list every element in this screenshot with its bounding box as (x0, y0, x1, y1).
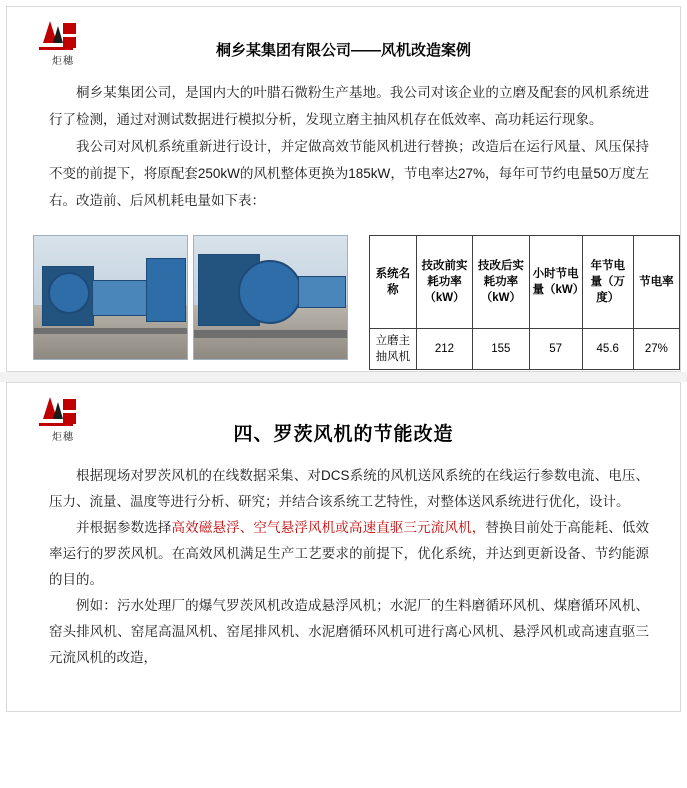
table-cell-system: 立磨主抽风机 (370, 329, 417, 370)
slide-2-title: 四、罗茨风机的节能改造 (233, 424, 454, 445)
table-cell-hourly-saving: 57 (529, 329, 582, 370)
slide-2 (6, 382, 681, 712)
paragraph-2-highlight: 高效磁悬浮、空气悬浮风机或高速直驱三元流风机， (171, 520, 486, 535)
table-header-cell: 技改后实耗功率（kW） (473, 236, 529, 329)
slide-2-paragraph-1: 根据现场对罗茨风机的在线数据采集、对DCS系统的风机送风系统的在线运行参数电流、电压、压力、流量、温度等进行分析、研究；并结合该系统工艺特性，对整体送风系统进行优化，设计。 (49, 468, 649, 509)
table-header-cell: 系统名称 (370, 236, 417, 329)
table-row (370, 329, 680, 370)
photo-1-volute (48, 272, 90, 314)
logo-name: 炬穗 (52, 56, 74, 67)
logo-square-top (63, 23, 76, 34)
table-cell-power-after: 155 (473, 329, 529, 370)
table-header-cell: 小时节电量（kW） (529, 236, 582, 329)
slide-1-title: 桐乡某集团有限公司——风机改造案例 (215, 42, 471, 59)
fan-photo-2 (193, 235, 348, 360)
table-cell-saving-rate: 27% (633, 329, 679, 370)
fan-photo-1 (33, 235, 188, 360)
paragraph-2-before: 并根据参数选择 (76, 520, 172, 535)
document-page (0, 6, 687, 788)
logo-square-top (63, 399, 76, 410)
page-bottom-filler (0, 712, 687, 782)
logo-name: 炬穗 (52, 432, 74, 443)
flame-inner-icon (53, 402, 63, 419)
table-header-cell: 技改前实耗功率（kW） (416, 236, 472, 329)
slide-1-paragraph-2: 我公司对风机系统重新进行设计，并定做高效节能风机进行替换；改造后在运行风量、风压保持不变的前提下，将原配套250kW的风机整体更换为185kW，节电率达27%，每年可节约电量50万度左右。改造前、后风机耗电量如下表： (49, 139, 649, 208)
table-cell-power-before: 212 (416, 329, 472, 370)
photo-2-base (194, 330, 347, 338)
table-header-cell: 节电率 (633, 236, 679, 329)
slide-2-paragraph-2 (49, 515, 649, 593)
slide-1-body (49, 79, 649, 214)
table-header-row (370, 236, 680, 329)
paragraph-2-after: 替换目前处于高能耗、低效率运行的罗茨风机。在高效风机满足生产工艺要求的前提下，优化系统，并达到更新设备、节约能源的目的。 (49, 520, 650, 587)
table-cell-yearly-saving: 45.6 (582, 329, 633, 370)
photo-1-base (34, 328, 187, 334)
slide-1 (6, 6, 681, 372)
slide-separator (0, 372, 687, 382)
energy-saving-table (369, 235, 680, 370)
slide-2-paragraph-3: 例如：污水处理厂的爆气罗茨风机改造成悬浮风机；水泥厂的生料磨循环风机、煤磨循环风机、窑头排风机、窑尾高温风机、窑尾排风机、水泥磨循环风机可进行离心风机、悬浮风机或高速直驱三元流风机的改造， (49, 598, 649, 665)
table-header-cell: 年节电量（万度） (582, 236, 633, 329)
slide-1-paragraph-1: 桐乡某集团公司，是国内大的叶腊石微粉生产基地。我公司对该企业的立磨及配套的风机系统进行了检测，通过对测试数据进行模拟分析，发现立磨主抽风机存在低效率、高功耗运行现象。 (49, 85, 649, 127)
photo-1-duct (146, 258, 186, 322)
photo-2-motor (298, 276, 346, 308)
slide-2-body (49, 463, 649, 671)
photo-2-volute (238, 260, 302, 324)
